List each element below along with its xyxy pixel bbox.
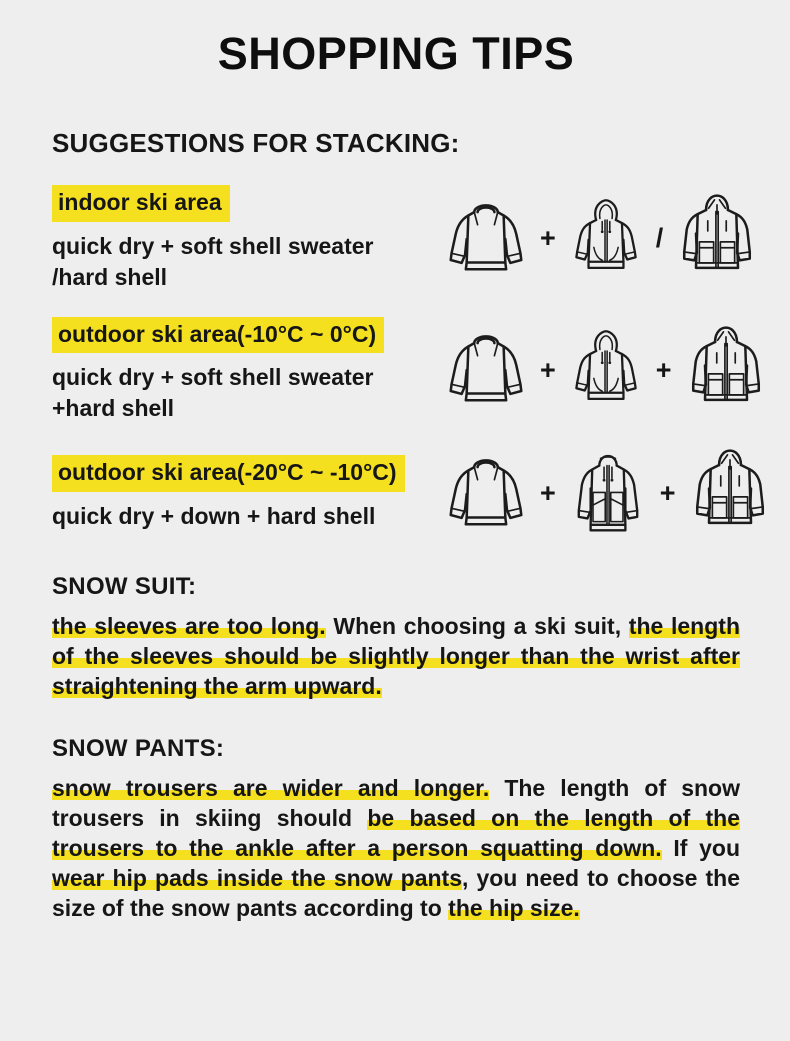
highlighted-text: be based on the length of the trousers to the ankle after a person squatting down.	[52, 805, 740, 862]
stacking-row-text	[52, 185, 444, 292]
highlighted-text: snow trousers are wider and longer.	[52, 775, 490, 802]
hard-shell-jacket-icon	[688, 448, 772, 539]
highlighted-text: the hip size.	[448, 895, 580, 922]
sweater-icon	[444, 456, 528, 532]
highlighted-text: the length of the sleeves should be slightly longer than the wrist after straightening the arm upward.	[52, 613, 740, 700]
snow-suit-heading: SNOW SUIT:	[52, 573, 197, 601]
row-label-highlight: outdoor ski area(-10°C ~ 0°C)	[52, 317, 384, 353]
slash-separator: /	[655, 223, 664, 254]
stacking-row-text	[52, 455, 444, 531]
hard-shell-jacket-icon	[675, 193, 759, 284]
highlighted-text: the sleeves are too long.	[52, 613, 326, 640]
snow-pants-heading: SNOW PANTS:	[52, 735, 225, 763]
highlighted-text: wear hip pads inside the snow pants	[52, 865, 463, 892]
plain-text: The length of snow trousers in skiing should	[52, 775, 740, 832]
page-title: SHOPPING TIPS	[217, 28, 575, 79]
row-desc-line1: quick dry + soft shell sweater	[52, 232, 374, 259]
snow-pants-section	[52, 735, 740, 923]
snow-pants-paragraph	[52, 773, 740, 923]
plain-text: When choosing a ski suit,	[325, 613, 629, 640]
row-desc-line2: /hard shell	[52, 263, 168, 290]
stacking-row-outdoor-cold	[52, 448, 740, 539]
stacking-row-icons	[444, 448, 772, 539]
row-label-highlight: outdoor ski area(-20°C ~ -10°C)	[52, 455, 405, 491]
down-jacket-icon	[568, 449, 648, 539]
snow-suit-paragraph	[52, 611, 740, 701]
stacking-row-indoor	[52, 185, 740, 292]
plus-separator: +	[540, 354, 556, 385]
plus-separator: +	[659, 478, 676, 509]
row-desc-line1: quick dry + soft shell sweater	[52, 364, 374, 391]
stacking-row-icons	[444, 193, 759, 284]
row-desc-line2: +hard shell	[52, 395, 175, 422]
stacking-row-icons	[444, 325, 768, 416]
row-label-highlight: indoor ski area	[52, 185, 230, 221]
sweater-icon	[444, 201, 528, 277]
stacking-heading: SUGGESTIONS FOR STACKING:	[52, 128, 460, 159]
plain-text: , you need to choose the size of the snow pants according to	[52, 865, 740, 922]
plus-separator: +	[540, 478, 556, 509]
sweater-icon	[444, 332, 528, 408]
zip-hoodie-icon	[568, 198, 644, 280]
row-desc-line1: quick dry + down + hard shell	[52, 502, 376, 529]
stacking-row-text	[52, 317, 444, 424]
plus-separator: +	[655, 354, 672, 385]
hard-shell-jacket-icon	[684, 325, 768, 416]
snow-suit-section	[52, 573, 740, 701]
zip-hoodie-icon	[568, 329, 644, 411]
plus-separator: +	[540, 223, 556, 254]
plain-text: If you	[661, 835, 740, 862]
stacking-row-outdoor-mild	[52, 317, 740, 424]
